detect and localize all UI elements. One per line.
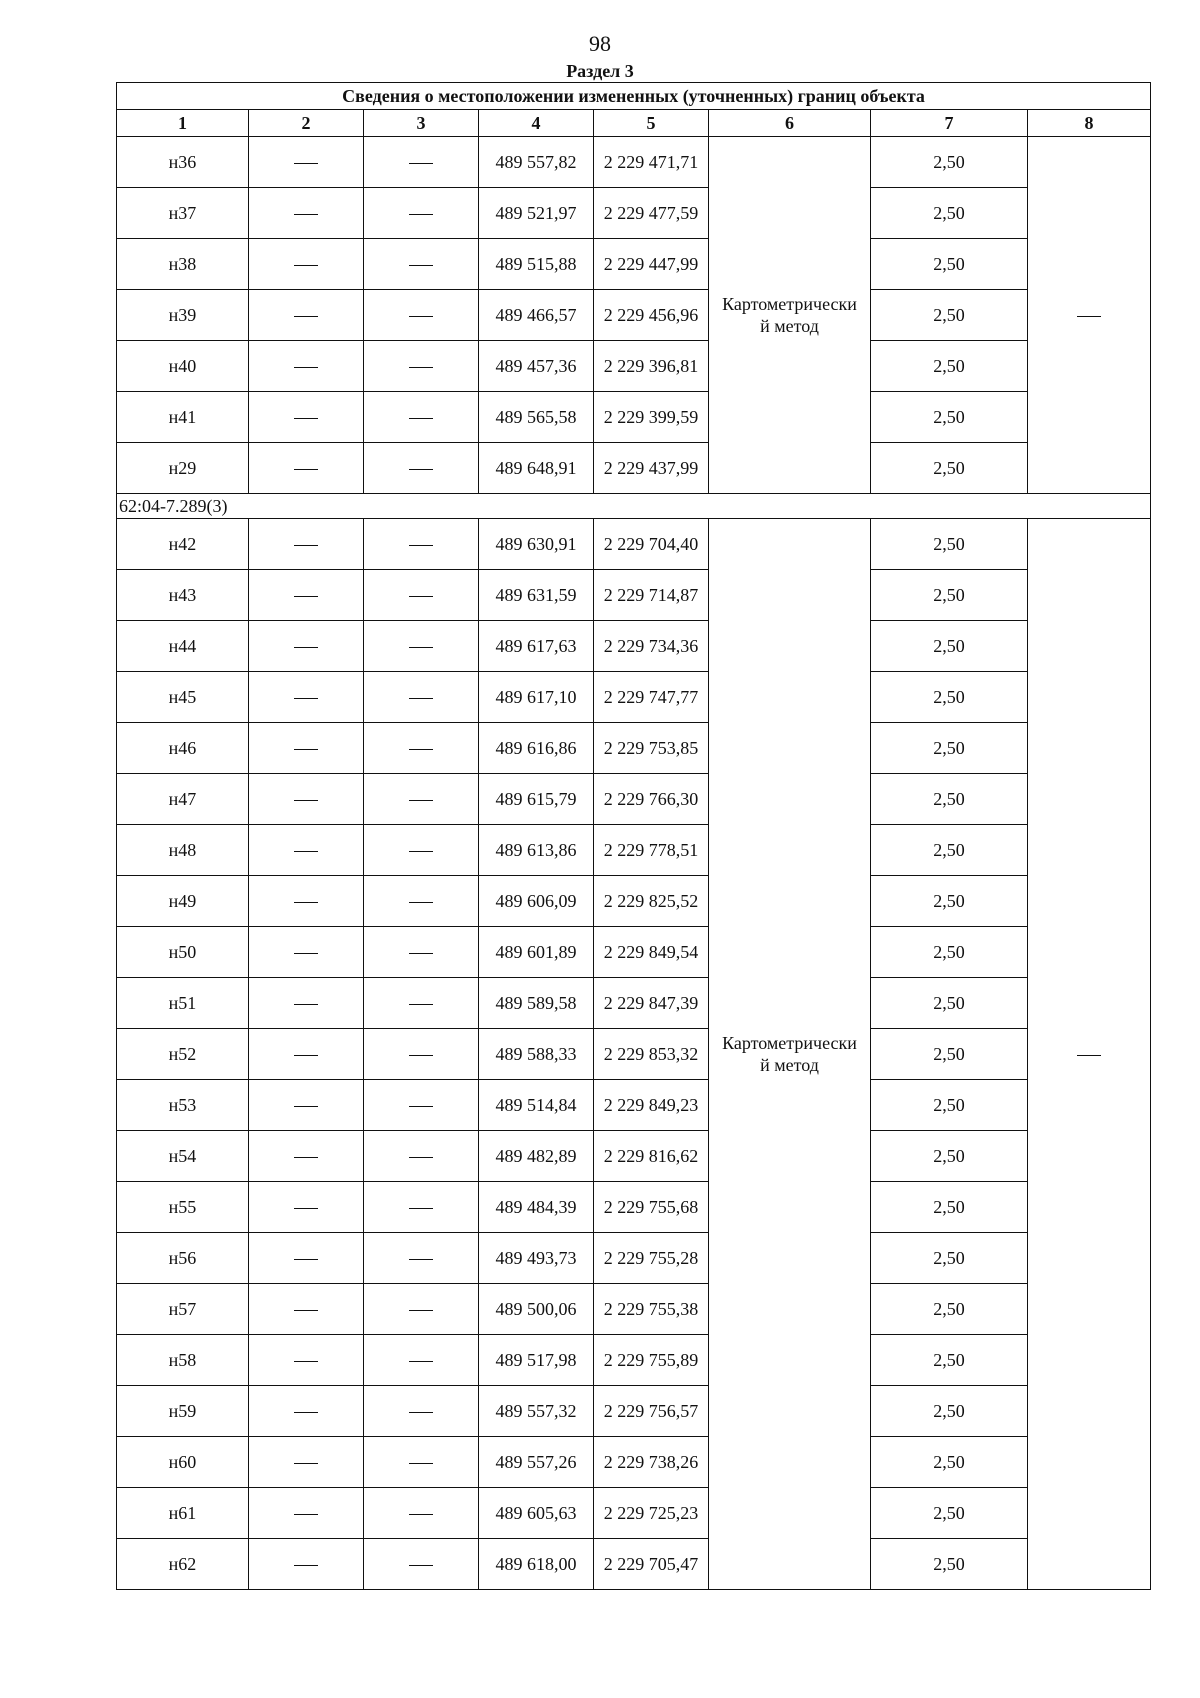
table-row — [117, 570, 1151, 621]
x-coordinate-cell: 489 482,89 — [479, 1131, 594, 1182]
column-number-8: 8 — [1028, 110, 1151, 137]
column-number-6: 6 — [709, 110, 871, 137]
col3-cell — [364, 290, 479, 341]
dash-mark — [409, 1514, 433, 1515]
accuracy-cell: 2,50 — [871, 774, 1028, 825]
col2-cell — [249, 290, 364, 341]
table-row — [117, 1131, 1151, 1182]
col3-cell — [364, 1131, 479, 1182]
col3-cell — [364, 341, 479, 392]
y-coordinate-cell: 2 229 756,57 — [594, 1386, 709, 1437]
dash-mark — [294, 367, 318, 368]
accuracy-cell: 2,50 — [871, 1284, 1028, 1335]
accuracy-cell: 2,50 — [871, 927, 1028, 978]
dash-mark — [409, 265, 433, 266]
col2-cell — [249, 1182, 364, 1233]
y-coordinate-cell: 2 229 755,89 — [594, 1335, 709, 1386]
dash-mark — [1077, 316, 1101, 317]
table-row — [117, 188, 1151, 239]
column-number-3: 3 — [364, 110, 479, 137]
method-cell — [709, 137, 871, 494]
y-coordinate-cell: 2 229 705,47 — [594, 1539, 709, 1590]
col8-cell — [1028, 137, 1151, 494]
x-coordinate-cell: 489 484,39 — [479, 1182, 594, 1233]
column-number-7: 7 — [871, 110, 1028, 137]
table-row — [117, 519, 1151, 570]
x-coordinate-cell: 489 557,82 — [479, 137, 594, 188]
boundary-coordinates-table — [116, 82, 1151, 1590]
dash-mark — [409, 163, 433, 164]
dash-mark — [409, 1004, 433, 1005]
col2-cell — [249, 621, 364, 672]
y-coordinate-cell: 2 229 734,36 — [594, 621, 709, 672]
accuracy-cell: 2,50 — [871, 188, 1028, 239]
table-row — [117, 1335, 1151, 1386]
col3-cell — [364, 1488, 479, 1539]
point-name-cell: н53 — [117, 1080, 249, 1131]
column-number-1: 1 — [117, 110, 249, 137]
accuracy-cell: 2,50 — [871, 290, 1028, 341]
accuracy-cell: 2,50 — [871, 239, 1028, 290]
table-row — [117, 392, 1151, 443]
table-row — [117, 290, 1151, 341]
accuracy-cell: 2,50 — [871, 1182, 1028, 1233]
method-cell — [709, 519, 871, 1590]
col3-cell — [364, 723, 479, 774]
dash-mark — [294, 1565, 318, 1566]
accuracy-cell: 2,50 — [871, 723, 1028, 774]
y-coordinate-cell: 2 229 825,52 — [594, 876, 709, 927]
dash-mark — [294, 1412, 318, 1413]
col3-cell — [364, 570, 479, 621]
table-row — [117, 1539, 1151, 1590]
dash-mark — [294, 1004, 318, 1005]
dash-mark — [409, 1412, 433, 1413]
x-coordinate-cell: 489 588,33 — [479, 1029, 594, 1080]
dash-mark — [294, 851, 318, 852]
table-row — [117, 239, 1151, 290]
point-name-cell: н45 — [117, 672, 249, 723]
col3-cell — [364, 1539, 479, 1590]
dash-mark — [409, 953, 433, 954]
col8-cell — [1028, 519, 1151, 1590]
dash-mark — [294, 1514, 318, 1515]
accuracy-cell: 2,50 — [871, 519, 1028, 570]
accuracy-cell: 2,50 — [871, 1335, 1028, 1386]
dash-mark — [1077, 1055, 1101, 1056]
y-coordinate-cell: 2 229 849,54 — [594, 927, 709, 978]
col2-cell — [249, 1080, 364, 1131]
col3-cell — [364, 392, 479, 443]
x-coordinate-cell: 489 605,63 — [479, 1488, 594, 1539]
col2-cell — [249, 239, 364, 290]
dash-mark — [294, 1310, 318, 1311]
accuracy-cell: 2,50 — [871, 876, 1028, 927]
point-name-cell: н52 — [117, 1029, 249, 1080]
table-row — [117, 1233, 1151, 1284]
x-coordinate-cell: 489 618,00 — [479, 1539, 594, 1590]
y-coordinate-cell: 2 229 816,62 — [594, 1131, 709, 1182]
dash-mark — [294, 1208, 318, 1209]
point-name-cell: н43 — [117, 570, 249, 621]
dash-mark — [294, 163, 318, 164]
dash-mark — [409, 1208, 433, 1209]
point-name-cell: н37 — [117, 188, 249, 239]
col2-cell — [249, 723, 364, 774]
accuracy-cell: 2,50 — [871, 825, 1028, 876]
point-name-cell: н50 — [117, 927, 249, 978]
y-coordinate-cell: 2 229 456,96 — [594, 290, 709, 341]
dash-mark — [409, 1463, 433, 1464]
table-row — [117, 774, 1151, 825]
y-coordinate-cell: 2 229 471,71 — [594, 137, 709, 188]
point-name-cell: н38 — [117, 239, 249, 290]
point-name-cell: н58 — [117, 1335, 249, 1386]
column-number-4: 4 — [479, 110, 594, 137]
col3-cell — [364, 1233, 479, 1284]
point-name-cell: н60 — [117, 1437, 249, 1488]
y-coordinate-cell: 2 229 399,59 — [594, 392, 709, 443]
x-coordinate-cell: 489 615,79 — [479, 774, 594, 825]
dash-mark — [409, 1310, 433, 1311]
dash-mark — [409, 316, 433, 317]
dash-mark — [294, 214, 318, 215]
dash-mark — [294, 1361, 318, 1362]
dash-mark — [294, 1259, 318, 1260]
column-number-row — [117, 110, 1151, 137]
accuracy-cell: 2,50 — [871, 1437, 1028, 1488]
y-coordinate-cell: 2 229 738,26 — [594, 1437, 709, 1488]
col2-cell — [249, 672, 364, 723]
point-name-cell: н51 — [117, 978, 249, 1029]
col3-cell — [364, 927, 479, 978]
accuracy-cell: 2,50 — [871, 1386, 1028, 1437]
col3-cell — [364, 621, 479, 672]
x-coordinate-cell: 489 457,36 — [479, 341, 594, 392]
dash-mark — [409, 1361, 433, 1362]
col3-cell — [364, 188, 479, 239]
x-coordinate-cell: 489 517,98 — [479, 1335, 594, 1386]
col3-cell — [364, 774, 479, 825]
point-name-cell: н42 — [117, 519, 249, 570]
col3-cell — [364, 876, 479, 927]
dash-mark — [294, 1463, 318, 1464]
table-row — [117, 825, 1151, 876]
table-row — [117, 978, 1151, 1029]
col2-cell — [249, 443, 364, 494]
table-row — [117, 876, 1151, 927]
accuracy-cell: 2,50 — [871, 392, 1028, 443]
y-coordinate-cell: 2 229 778,51 — [594, 825, 709, 876]
page-number: 98 — [589, 31, 611, 56]
col2-cell — [249, 137, 364, 188]
y-coordinate-cell: 2 229 755,28 — [594, 1233, 709, 1284]
dash-mark — [409, 902, 433, 903]
dash-mark — [409, 596, 433, 597]
point-name-cell: н62 — [117, 1539, 249, 1590]
dash-mark — [294, 902, 318, 903]
dash-mark — [294, 749, 318, 750]
dash-mark — [409, 647, 433, 648]
dash-mark — [409, 698, 433, 699]
table-row — [117, 1386, 1151, 1437]
col3-cell — [364, 443, 479, 494]
col2-cell — [249, 570, 364, 621]
col3-cell — [364, 1182, 479, 1233]
table-row — [117, 723, 1151, 774]
x-coordinate-cell: 489 557,32 — [479, 1386, 594, 1437]
col3-cell — [364, 137, 479, 188]
col2-cell — [249, 341, 364, 392]
table-row — [117, 137, 1151, 188]
point-name-cell: н29 — [117, 443, 249, 494]
x-coordinate-cell: 489 514,84 — [479, 1080, 594, 1131]
y-coordinate-cell: 2 229 714,87 — [594, 570, 709, 621]
col3-cell — [364, 1029, 479, 1080]
dash-mark — [409, 367, 433, 368]
x-coordinate-cell: 489 616,86 — [479, 723, 594, 774]
accuracy-cell: 2,50 — [871, 1131, 1028, 1182]
dash-mark — [409, 1157, 433, 1158]
col2-cell — [249, 825, 364, 876]
section-title: Раздел 3 — [566, 61, 634, 81]
point-name-cell: н56 — [117, 1233, 249, 1284]
dash-mark — [294, 647, 318, 648]
accuracy-cell: 2,50 — [871, 443, 1028, 494]
dash-mark — [294, 469, 318, 470]
x-coordinate-cell: 489 466,57 — [479, 290, 594, 341]
y-coordinate-cell: 2 229 847,39 — [594, 978, 709, 1029]
table-row — [117, 1437, 1151, 1488]
col3-cell — [364, 239, 479, 290]
col2-cell — [249, 1335, 364, 1386]
col2-cell — [249, 519, 364, 570]
table-row — [117, 1284, 1151, 1335]
accuracy-cell: 2,50 — [871, 1233, 1028, 1284]
x-coordinate-cell: 489 565,58 — [479, 392, 594, 443]
x-coordinate-cell: 489 606,09 — [479, 876, 594, 927]
x-coordinate-cell: 489 613,86 — [479, 825, 594, 876]
accuracy-cell: 2,50 — [871, 621, 1028, 672]
dash-mark — [409, 545, 433, 546]
col2-cell — [249, 1131, 364, 1182]
col2-cell — [249, 1437, 364, 1488]
x-coordinate-cell: 489 493,73 — [479, 1233, 594, 1284]
point-name-cell: н59 — [117, 1386, 249, 1437]
col3-cell — [364, 1437, 479, 1488]
y-coordinate-cell: 2 229 853,32 — [594, 1029, 709, 1080]
col2-cell — [249, 1029, 364, 1080]
y-coordinate-cell: 2 229 753,85 — [594, 723, 709, 774]
point-name-cell: н44 — [117, 621, 249, 672]
x-coordinate-cell: 489 617,63 — [479, 621, 594, 672]
y-coordinate-cell: 2 229 477,59 — [594, 188, 709, 239]
y-coordinate-cell: 2 229 704,40 — [594, 519, 709, 570]
col2-cell — [249, 1233, 364, 1284]
col2-cell — [249, 927, 364, 978]
table-row — [117, 672, 1151, 723]
x-coordinate-cell: 489 557,26 — [479, 1437, 594, 1488]
dash-mark — [294, 953, 318, 954]
y-coordinate-cell: 2 229 755,68 — [594, 1182, 709, 1233]
accuracy-cell: 2,50 — [871, 341, 1028, 392]
x-coordinate-cell: 489 500,06 — [479, 1284, 594, 1335]
dash-mark — [409, 1259, 433, 1260]
y-coordinate-cell: 2 229 396,81 — [594, 341, 709, 392]
col3-cell — [364, 978, 479, 1029]
point-name-cell: н46 — [117, 723, 249, 774]
x-coordinate-cell: 489 521,97 — [479, 188, 594, 239]
dash-mark — [409, 418, 433, 419]
accuracy-cell: 2,50 — [871, 1488, 1028, 1539]
y-coordinate-cell: 2 229 447,99 — [594, 239, 709, 290]
col3-cell — [364, 825, 479, 876]
accuracy-cell: 2,50 — [871, 1080, 1028, 1131]
accuracy-cell: 2,50 — [871, 672, 1028, 723]
table-row — [117, 1488, 1151, 1539]
table-row — [117, 341, 1151, 392]
col3-cell — [364, 519, 479, 570]
method-line-2: й метод — [760, 316, 819, 336]
col2-cell — [249, 1488, 364, 1539]
x-coordinate-cell: 489 617,10 — [479, 672, 594, 723]
point-name-cell: н39 — [117, 290, 249, 341]
x-coordinate-cell: 489 601,89 — [479, 927, 594, 978]
table-row — [117, 1080, 1151, 1131]
cadastral-subheader-row — [117, 494, 1151, 519]
point-name-cell: н54 — [117, 1131, 249, 1182]
y-coordinate-cell: 2 229 849,23 — [594, 1080, 709, 1131]
accuracy-cell: 2,50 — [871, 1029, 1028, 1080]
dash-mark — [409, 1055, 433, 1056]
x-coordinate-cell: 489 589,58 — [479, 978, 594, 1029]
dash-mark — [409, 851, 433, 852]
dash-mark — [294, 316, 318, 317]
dash-mark — [409, 214, 433, 215]
table-body — [117, 137, 1151, 1590]
col2-cell — [249, 774, 364, 825]
col2-cell — [249, 1386, 364, 1437]
col3-cell — [364, 1080, 479, 1131]
column-number-2: 2 — [249, 110, 364, 137]
y-coordinate-cell: 2 229 725,23 — [594, 1488, 709, 1539]
point-name-cell: н36 — [117, 137, 249, 188]
table-row — [117, 927, 1151, 978]
dash-mark — [409, 469, 433, 470]
y-coordinate-cell: 2 229 747,77 — [594, 672, 709, 723]
col2-cell — [249, 188, 364, 239]
method-line-2: й метод — [760, 1055, 819, 1075]
col3-cell — [364, 1335, 479, 1386]
point-name-cell: н61 — [117, 1488, 249, 1539]
point-name-cell: н49 — [117, 876, 249, 927]
table-row — [117, 1182, 1151, 1233]
dash-mark — [409, 1565, 433, 1566]
dash-mark — [294, 418, 318, 419]
point-name-cell: н57 — [117, 1284, 249, 1335]
table-title: Сведения о местоположении измененных (уточненных) границ объекта — [117, 83, 1151, 110]
method-line-1: Картометрически — [722, 294, 857, 314]
accuracy-cell: 2,50 — [871, 570, 1028, 621]
table-row — [117, 443, 1151, 494]
dash-mark — [294, 265, 318, 266]
cadastral-number: 62:04-7.289(3) — [117, 494, 1151, 519]
table-row — [117, 1029, 1151, 1080]
col2-cell — [249, 392, 364, 443]
accuracy-cell: 2,50 — [871, 137, 1028, 188]
table-row — [117, 621, 1151, 672]
dash-mark — [294, 1055, 318, 1056]
point-name-cell: н40 — [117, 341, 249, 392]
point-name-cell: н47 — [117, 774, 249, 825]
col2-cell — [249, 978, 364, 1029]
col3-cell — [364, 1386, 479, 1437]
y-coordinate-cell: 2 229 755,38 — [594, 1284, 709, 1335]
dash-mark — [294, 596, 318, 597]
dash-mark — [294, 1157, 318, 1158]
accuracy-cell: 2,50 — [871, 1539, 1028, 1590]
dash-mark — [409, 800, 433, 801]
col2-cell — [249, 1284, 364, 1335]
col3-cell — [364, 672, 479, 723]
accuracy-cell: 2,50 — [871, 978, 1028, 1029]
col2-cell — [249, 1539, 364, 1590]
dash-mark — [294, 1106, 318, 1107]
x-coordinate-cell: 489 648,91 — [479, 443, 594, 494]
point-name-cell: н48 — [117, 825, 249, 876]
x-coordinate-cell: 489 515,88 — [479, 239, 594, 290]
dash-mark — [294, 545, 318, 546]
x-coordinate-cell: 489 631,59 — [479, 570, 594, 621]
dash-mark — [409, 749, 433, 750]
dash-mark — [294, 698, 318, 699]
point-name-cell: н41 — [117, 392, 249, 443]
col2-cell — [249, 876, 364, 927]
dash-mark — [294, 800, 318, 801]
y-coordinate-cell: 2 229 437,99 — [594, 443, 709, 494]
col3-cell — [364, 1284, 479, 1335]
point-name-cell: н55 — [117, 1182, 249, 1233]
column-number-5: 5 — [594, 110, 709, 137]
x-coordinate-cell: 489 630,91 — [479, 519, 594, 570]
dash-mark — [409, 1106, 433, 1107]
y-coordinate-cell: 2 229 766,30 — [594, 774, 709, 825]
method-line-1: Картометрически — [722, 1033, 857, 1053]
